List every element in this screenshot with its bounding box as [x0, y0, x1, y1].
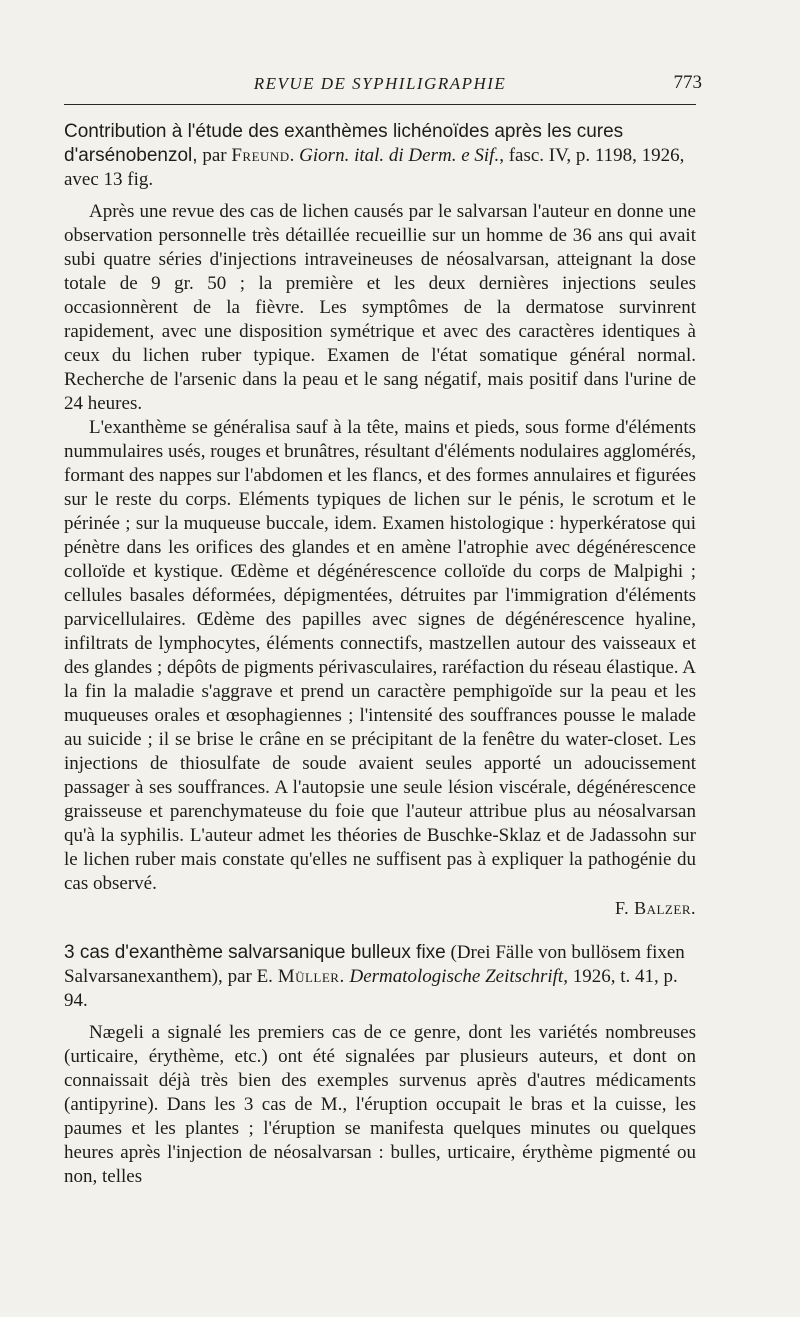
article-heading [64, 941, 696, 1013]
article-citation: , fasc. IV, p. 1198, 1926, avec 13 fig. [64, 145, 685, 190]
article-title: Contribution à l'étude des exanthèmes lichénoïdes après les cures d'arsénobenzol, [64, 121, 624, 166]
page-number: 773 [673, 72, 702, 93]
reviewer-signature: F. Balzer. [615, 898, 696, 918]
article-muller [64, 941, 696, 1189]
article-author: Müller. [277, 966, 345, 987]
page-header [64, 72, 702, 106]
article-author: Freund [231, 145, 290, 166]
paragraph: Après une revue des cas de lichen causés par le salvarsan l'auteur en donne une observation personnelle très détaillée recueillie sur un homme de 36 ans qui avait subi quatre séries d'injections intraveineuses de néosalvarsan, atteignant la dose totale de 9 gr. 50 ; la première et les deux dernières injections seules occasionnèrent de la fièvre. Les symptômes de la dermatose survinrent rapidement, avec une disposition symétrique et avec des caractères identiques à ceux du lichen ruber typique. Examen de l'état somatique général normal. Recherche de l'arsenic dans la peau et le sang négatif, mais positif dans l'urine de 24 heures. [64, 201, 696, 414]
article-freund [64, 120, 696, 919]
header-rule [64, 104, 696, 105]
article-title: 3 cas d'exanthème salvarsanique bulleux fixe [64, 942, 446, 963]
article-subtitle: (Drei Fälle von bullösem fixen Salvarsanexanthem), [64, 942, 685, 987]
page-content [64, 120, 696, 1189]
running-title: REVUE DE SYPHILIGRAPHIE [253, 74, 507, 93]
article-by: par E. [227, 966, 273, 987]
article-journal: Dermatologische Zeitschrift, [349, 966, 568, 987]
article-heading: Contribution à l'étude des exanthèmes lichénoïdes après les cures d'arsénobenzol, par Freund. Giorn. ital. di Derm. e Sif., fasc. IV, p. 1198, 1926, avec 13 fig. [64, 121, 685, 190]
article-by: par [202, 145, 227, 166]
article-citation: 1926, t. 41, p. 94. [64, 966, 678, 1011]
paragraph: Nægeli a signalé les premiers cas de ce genre, dont les variétés nombreuses (urticaire, érythème, etc.) ont été signalées par plusieurs auteurs, et dont on connaissait déjà très bien des exemples survenus après d'autres médicaments (antipyrine). Dans les 3 cas de M., l'éruption occupait le bras et la cuisse, les paumes et les plantes ; l'éruption se manifesta quelques minutes ou quelques heures après l'injection de néosalvarsan : bulles, urticaire, érythème pigmenté ou non, telles [64, 1022, 696, 1187]
paragraph: L'exanthème se généralisa sauf à la tête, mains et pieds, sous forme d'éléments nummulaires usés, rouges et brunâtres, résultant d'éléments nodulaires agglomérés, formant des nappes sur l'abdomen et les flancs, et des formes annulaires et figurées sur le reste du corps. Eléments typiques de lichen sur le pénis, le scrotum et le périnée ; sur la muqueuse buccale, idem. Examen histologique : hyperkératose qui pénètre dans les orifices des glandes et en amène l'atrophie avec dégénérescence colloïde et kystique. Œdème et dégénérescence colloïde du corps de Malpighi ; cellules basales déformées, dépigmentées, détruites par l'immigration d'éléments parvicellulaires. Œdème des papilles avec signes de dégénérescence hyaline, infiltrats de lymphocytes, éléments connectifs, mastzellen autour des vaisseaux et des glandes ; dépôts de pigments périvasculaires, raréfaction du réseau élastique. A la fin la maladie s'aggrave et prend un caractère pemphigoïde sur la peau et les muqueuses orales et œsophagiennes ; l'intensité des souffrances pousse le malade au suicide ; il se brise le crâne en se précipitant de la fenêtre du water-closet. Les injections de thiosulfate de soude avaient seules apporté un adoucissement passager à ses souffrances. A l'autopsie une seule lésion viscérale, dégénérescence graisseuse et parenchymateuse du foie que l'auteur attribue plus au néosalvarsan qu'à la syphilis. L'auteur admet les théories de Buschke-Sklaz et de Jadassohn sur le lichen ruber mais constate qu'elles ne suffisent pas à expliquer la pathogénie du cas observé. [64, 417, 696, 894]
article-journal: Giorn. ital. di Derm. e Sif. [299, 145, 500, 166]
